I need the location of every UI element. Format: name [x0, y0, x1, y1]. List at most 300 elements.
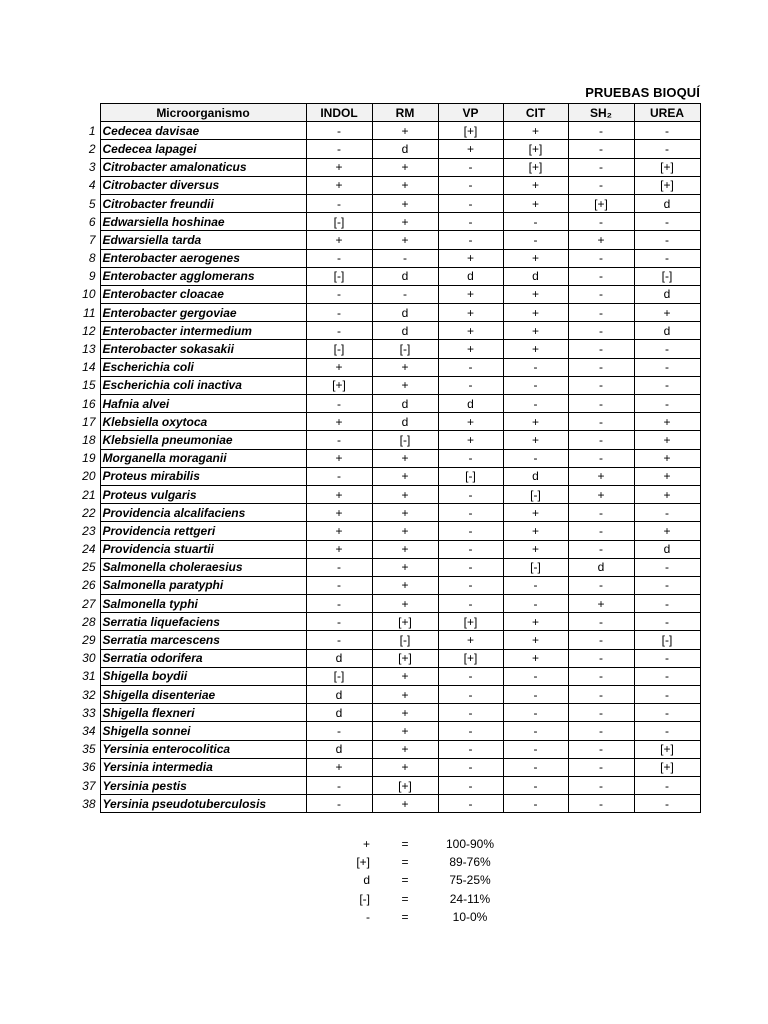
result-urea: [+]	[634, 158, 700, 176]
result-indol: -	[306, 795, 372, 813]
result-urea: [+]	[634, 740, 700, 758]
column-header-cit: CIT	[503, 104, 568, 122]
legend-equals: =	[401, 891, 409, 906]
result-urea: +	[634, 522, 700, 540]
row-number: 35	[82, 742, 96, 757]
result-urea: +	[634, 413, 700, 431]
microorganism-name: Citrobacter amalonaticus	[100, 158, 306, 176]
microorganism-name: Enterobacter cloacae	[100, 285, 306, 303]
result-rm: -	[372, 249, 438, 267]
result-sh2: -	[568, 649, 634, 667]
result-indol: [-]	[306, 213, 372, 231]
result-vp: +	[438, 340, 503, 358]
result-vp: -	[438, 485, 503, 503]
result-cit: -	[503, 358, 568, 376]
header-row	[71, 104, 700, 122]
result-sh2: -	[568, 176, 634, 194]
result-vp: -	[438, 776, 503, 794]
result-sh2: +	[568, 231, 634, 249]
table-row	[71, 613, 700, 631]
result-rm: +	[372, 194, 438, 212]
result-urea: -	[634, 504, 700, 522]
row-number: 27	[82, 596, 96, 611]
result-cit: -	[503, 758, 568, 776]
row-number: 24	[82, 542, 96, 557]
result-sh2: -	[568, 376, 634, 394]
result-rm: d	[372, 322, 438, 340]
result-indol: -	[306, 613, 372, 631]
result-urea: -	[634, 795, 700, 813]
result-cit: +	[503, 322, 568, 340]
result-cit: [+]	[503, 158, 568, 176]
result-cit: [+]	[503, 140, 568, 158]
legend-item	[330, 871, 500, 889]
result-rm: +	[372, 795, 438, 813]
result-rm: -	[372, 285, 438, 303]
table-row	[71, 213, 700, 231]
result-rm: d	[372, 395, 438, 413]
result-indol: -	[306, 194, 372, 212]
row-number: 6	[88, 214, 96, 229]
row-number: 26	[82, 578, 96, 593]
result-rm: +	[372, 376, 438, 394]
result-rm: [-]	[372, 431, 438, 449]
result-rm: d	[372, 304, 438, 322]
table-row	[71, 249, 700, 267]
result-indol: -	[306, 558, 372, 576]
table-row	[71, 358, 700, 376]
result-rm: +	[372, 231, 438, 249]
result-vp: +	[438, 304, 503, 322]
microorganism-name: Morganella moraganii	[100, 449, 306, 467]
result-vp: -	[438, 504, 503, 522]
result-vp: -	[438, 449, 503, 467]
result-indol: -	[306, 576, 372, 594]
result-urea: -	[634, 558, 700, 576]
result-indol: -	[306, 395, 372, 413]
table-row	[71, 795, 700, 813]
result-indol: +	[306, 449, 372, 467]
result-indol: -	[306, 595, 372, 613]
table-row	[71, 140, 700, 158]
result-cit: -	[503, 722, 568, 740]
row-number: 20	[82, 469, 96, 484]
legend-symbol: +	[362, 837, 370, 852]
result-vp: -	[438, 540, 503, 558]
row-number: 7	[88, 232, 96, 247]
legend-item	[330, 908, 500, 926]
result-sh2: -	[568, 285, 634, 303]
row-number: 9	[88, 269, 96, 284]
result-cit: +	[503, 176, 568, 194]
table-row	[71, 340, 700, 358]
result-sh2: d	[568, 558, 634, 576]
result-vp: -	[438, 358, 503, 376]
microorganism-name: Edwarsiella hoshinae	[100, 213, 306, 231]
table-row	[71, 522, 700, 540]
result-vp: +	[438, 249, 503, 267]
result-vp: -	[438, 194, 503, 212]
table-row	[71, 413, 700, 431]
result-indol: -	[306, 140, 372, 158]
result-sh2: -	[568, 395, 634, 413]
microorganism-name: Salmonella choleraesius	[100, 558, 306, 576]
result-urea: -	[634, 776, 700, 794]
result-rm: [+]	[372, 776, 438, 794]
result-indol: -	[306, 249, 372, 267]
legend	[330, 835, 500, 926]
result-vp: -	[438, 686, 503, 704]
row-number: 30	[82, 651, 96, 666]
result-rm: +	[372, 540, 438, 558]
result-indol: +	[306, 485, 372, 503]
result-cit: -	[503, 795, 568, 813]
result-sh2: +	[568, 595, 634, 613]
result-urea: -	[634, 213, 700, 231]
result-urea: -	[634, 686, 700, 704]
microorganism-name: Cedecea lapagei	[100, 140, 306, 158]
result-urea: +	[634, 467, 700, 485]
column-header-sh2: SH₂	[568, 104, 634, 122]
legend-item	[330, 853, 500, 871]
result-vp: -	[438, 740, 503, 758]
result-rm: [+]	[372, 649, 438, 667]
result-urea: -	[634, 722, 700, 740]
result-indol: +	[306, 158, 372, 176]
result-indol: d	[306, 649, 372, 667]
result-urea: -	[634, 231, 700, 249]
row-number: 3	[88, 160, 96, 175]
result-rm: +	[372, 722, 438, 740]
result-rm: +	[372, 686, 438, 704]
result-sh2: -	[568, 249, 634, 267]
result-sh2: -	[568, 686, 634, 704]
microorganism-name: Klebsiella pneumoniae	[100, 431, 306, 449]
table-row	[71, 431, 700, 449]
legend-item	[330, 835, 500, 853]
result-urea: -	[634, 340, 700, 358]
result-cit: +	[503, 249, 568, 267]
result-rm: +	[372, 704, 438, 722]
result-urea: -	[634, 576, 700, 594]
legend-percentage: 10-0%	[452, 909, 488, 924]
result-sh2: -	[568, 722, 634, 740]
result-rm: +	[372, 595, 438, 613]
microorganism-name: Proteus mirabilis	[100, 467, 306, 485]
row-number: 17	[82, 414, 96, 429]
result-cit: -	[503, 704, 568, 722]
result-rm: +	[372, 558, 438, 576]
result-vp: d	[438, 395, 503, 413]
result-rm: [+]	[372, 613, 438, 631]
result-cit: -	[503, 449, 568, 467]
microorganism-name: Escherichia coli inactiva	[100, 376, 306, 394]
result-urea: d	[634, 322, 700, 340]
result-rm: d	[372, 413, 438, 431]
result-indol: +	[306, 540, 372, 558]
table-row	[71, 304, 700, 322]
microorganism-name: Enterobacter agglomerans	[100, 267, 306, 285]
result-indol: +	[306, 504, 372, 522]
result-cit: +	[503, 340, 568, 358]
result-urea: -	[634, 122, 700, 140]
result-indol: +	[306, 358, 372, 376]
microorganism-name: Providencia stuartii	[100, 540, 306, 558]
result-rm: d	[372, 267, 438, 285]
result-indol: d	[306, 686, 372, 704]
result-urea: [+]	[634, 176, 700, 194]
result-sh2: [+]	[568, 194, 634, 212]
result-sh2: -	[568, 667, 634, 685]
result-indol: +	[306, 413, 372, 431]
microorganism-name: Escherichia coli	[100, 358, 306, 376]
result-cit: -	[503, 776, 568, 794]
result-sh2: -	[568, 122, 634, 140]
result-cit: +	[503, 649, 568, 667]
result-rm: [-]	[372, 631, 438, 649]
result-vp: +	[438, 140, 503, 158]
result-indol: +	[306, 176, 372, 194]
microorganism-name: Enterobacter aerogenes	[100, 249, 306, 267]
result-vp: -	[438, 522, 503, 540]
result-cit: -	[503, 667, 568, 685]
result-indol: -	[306, 776, 372, 794]
result-vp: -	[438, 213, 503, 231]
result-sh2: -	[568, 340, 634, 358]
result-urea: +	[634, 485, 700, 503]
result-rm: +	[372, 213, 438, 231]
row-number: 13	[82, 342, 96, 357]
table-row	[71, 449, 700, 467]
microorganism-name: Cedecea davisae	[100, 122, 306, 140]
result-urea: -	[634, 613, 700, 631]
result-sh2: -	[568, 631, 634, 649]
microorganism-name: Shigella flexneri	[100, 704, 306, 722]
table-row	[71, 758, 700, 776]
result-vp: -	[438, 758, 503, 776]
result-cit: -	[503, 576, 568, 594]
result-urea: -	[634, 667, 700, 685]
result-sh2: -	[568, 540, 634, 558]
row-number: 8	[88, 251, 96, 266]
table-row	[71, 158, 700, 176]
result-sh2: -	[568, 576, 634, 594]
table-row	[71, 395, 700, 413]
result-urea: d	[634, 194, 700, 212]
microorganism-name: Yersinia pestis	[100, 776, 306, 794]
result-sh2: -	[568, 740, 634, 758]
result-urea: +	[634, 431, 700, 449]
result-cit: +	[503, 540, 568, 558]
result-rm: +	[372, 504, 438, 522]
result-cit: [-]	[503, 485, 568, 503]
result-urea: -	[634, 140, 700, 158]
result-cit: +	[503, 613, 568, 631]
row-number: 1	[88, 123, 96, 138]
result-sh2: -	[568, 776, 634, 794]
result-sh2: -	[568, 449, 634, 467]
legend-equals: =	[401, 855, 409, 870]
row-number: 28	[82, 614, 96, 629]
table-row	[71, 467, 700, 485]
table-row	[71, 686, 700, 704]
legend-symbol: -	[366, 909, 370, 924]
microorganism-name: Enterobacter intermedium	[100, 322, 306, 340]
result-sh2: +	[568, 485, 634, 503]
result-vp: +	[438, 285, 503, 303]
table-row	[71, 631, 700, 649]
table-row	[71, 667, 700, 685]
result-urea: -	[634, 595, 700, 613]
result-rm: +	[372, 485, 438, 503]
result-rm: +	[372, 176, 438, 194]
result-vp: -	[438, 795, 503, 813]
result-sh2: -	[568, 158, 634, 176]
result-cit: -	[503, 686, 568, 704]
result-vp: -	[438, 158, 503, 176]
result-rm: +	[372, 467, 438, 485]
row-number: 25	[82, 560, 96, 575]
result-urea: -	[634, 358, 700, 376]
result-vp: [+]	[438, 613, 503, 631]
result-indol: d	[306, 704, 372, 722]
column-header-rm: RM	[372, 104, 438, 122]
result-urea: d	[634, 285, 700, 303]
microorganism-name: Enterobacter sokasakii	[100, 340, 306, 358]
column-header-microorganismo: Microorganismo	[100, 104, 306, 122]
result-indol: -	[306, 431, 372, 449]
table-row	[71, 740, 700, 758]
microorganism-name: Serratia odorifera	[100, 649, 306, 667]
table-row	[71, 704, 700, 722]
legend-percentage: 24-11%	[449, 891, 491, 906]
result-cit: -	[503, 376, 568, 394]
result-sh2: -	[568, 413, 634, 431]
table-row	[71, 231, 700, 249]
row-number: 37	[82, 778, 96, 793]
result-urea: [-]	[634, 267, 700, 285]
result-urea: d	[634, 540, 700, 558]
result-cit: +	[503, 504, 568, 522]
row-number: 4	[88, 178, 96, 193]
result-cit: +	[503, 285, 568, 303]
result-vp: +	[438, 322, 503, 340]
row-number: 21	[82, 487, 96, 502]
row-number: 2	[88, 141, 96, 156]
microorganism-name: Serratia liquefaciens	[100, 613, 306, 631]
legend-equals: =	[401, 873, 409, 888]
microorganism-name: Shigella boydii	[100, 667, 306, 685]
result-urea: -	[634, 376, 700, 394]
result-indol: +	[306, 231, 372, 249]
row-number: 29	[82, 633, 96, 648]
result-indol: -	[306, 322, 372, 340]
row-number: 12	[82, 323, 96, 338]
row-number: 31	[82, 669, 96, 684]
microorganism-name: Yersinia intermedia	[100, 758, 306, 776]
row-number: 18	[82, 432, 96, 447]
table-row	[71, 595, 700, 613]
result-sh2: -	[568, 358, 634, 376]
result-cit: -	[503, 740, 568, 758]
table-row	[71, 122, 700, 140]
row-number-header	[71, 104, 100, 122]
result-cit: +	[503, 413, 568, 431]
result-urea: -	[634, 395, 700, 413]
result-vp: [+]	[438, 649, 503, 667]
result-indol: -	[306, 304, 372, 322]
result-cit: +	[503, 194, 568, 212]
result-rm: +	[372, 158, 438, 176]
result-indol: -	[306, 285, 372, 303]
result-urea: +	[634, 449, 700, 467]
row-number: 14	[82, 360, 96, 375]
result-vp: -	[438, 176, 503, 194]
result-rm: +	[372, 358, 438, 376]
result-sh2: -	[568, 304, 634, 322]
result-indol: +	[306, 522, 372, 540]
result-sh2: -	[568, 213, 634, 231]
result-urea: +	[634, 304, 700, 322]
table-row	[71, 376, 700, 394]
microorganism-name: Hafnia alvei	[100, 395, 306, 413]
table-row	[71, 722, 700, 740]
result-vp: +	[438, 431, 503, 449]
result-vp: [+]	[438, 122, 503, 140]
result-urea: -	[634, 704, 700, 722]
result-rm: +	[372, 522, 438, 540]
result-rm: +	[372, 449, 438, 467]
table-row	[71, 649, 700, 667]
table-row	[71, 322, 700, 340]
result-cit: +	[503, 304, 568, 322]
result-rm: +	[372, 758, 438, 776]
row-number: 15	[82, 378, 96, 393]
result-sh2: -	[568, 758, 634, 776]
result-cit: [-]	[503, 558, 568, 576]
result-vp: -	[438, 231, 503, 249]
legend-symbol: [-]	[359, 891, 370, 906]
result-sh2: -	[568, 267, 634, 285]
row-number: 23	[82, 523, 96, 538]
table-row	[71, 267, 700, 285]
result-vp: -	[438, 595, 503, 613]
result-sh2: +	[568, 467, 634, 485]
result-rm: [-]	[372, 340, 438, 358]
legend-equals: =	[401, 909, 409, 924]
result-cit: -	[503, 395, 568, 413]
result-sh2: -	[568, 613, 634, 631]
microorganism-name: Providencia rettgeri	[100, 522, 306, 540]
result-indol: +	[306, 758, 372, 776]
microorganism-name: Providencia alcalifaciens	[100, 504, 306, 522]
row-number: 22	[82, 505, 96, 520]
result-urea: [-]	[634, 631, 700, 649]
table-body	[71, 122, 700, 813]
microorganism-name: Citrobacter diversus	[100, 176, 306, 194]
table-row	[71, 485, 700, 503]
microorganism-name: Shigella disenteriae	[100, 686, 306, 704]
legend-symbol: [+]	[356, 855, 370, 870]
row-number: 32	[82, 687, 96, 702]
result-cit: +	[503, 122, 568, 140]
result-indol: [-]	[306, 667, 372, 685]
result-urea: -	[634, 249, 700, 267]
result-vp: +	[438, 413, 503, 431]
result-vp: -	[438, 576, 503, 594]
row-number: 33	[82, 705, 96, 720]
table-row	[71, 194, 700, 212]
